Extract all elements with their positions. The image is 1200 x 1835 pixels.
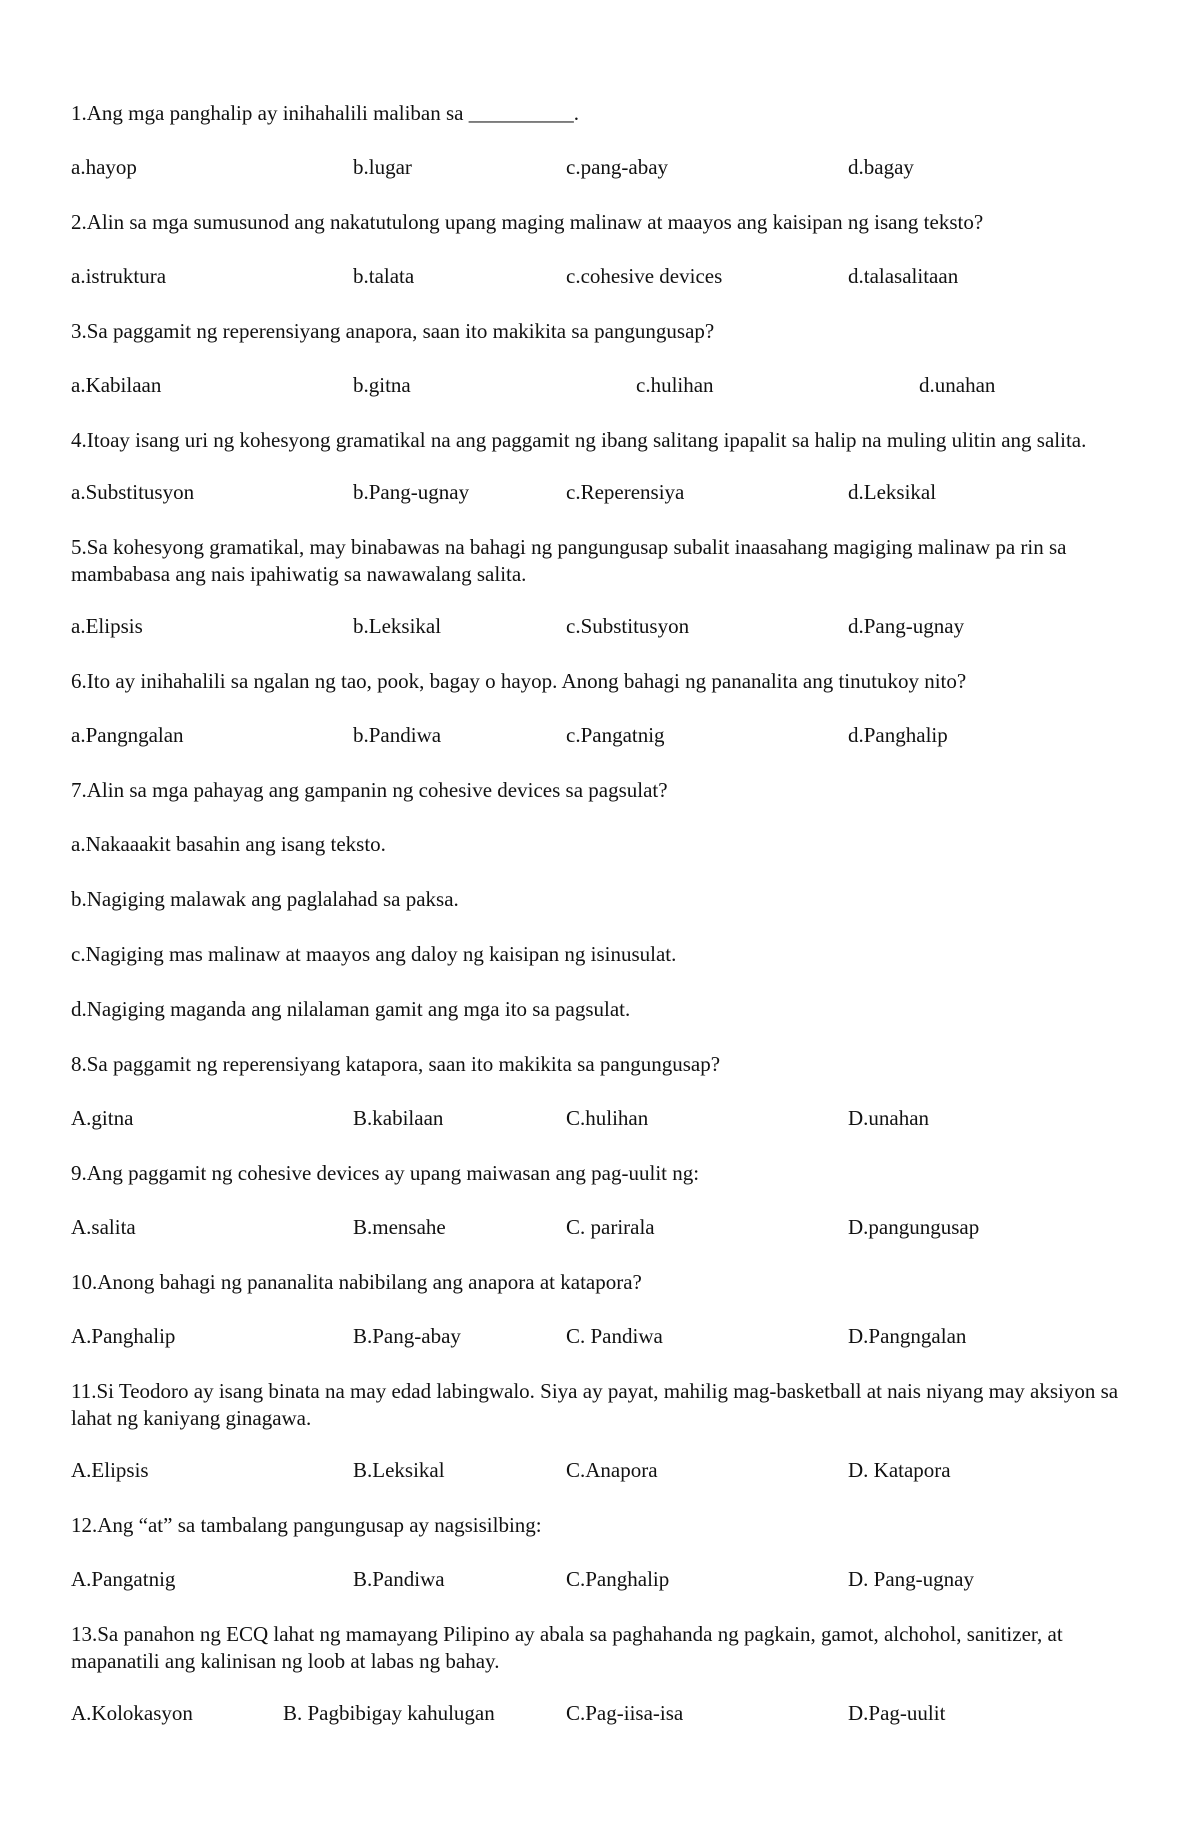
option-b: B.Pang-abay [353, 1324, 461, 1348]
question-6: 6.Ito ay inihahalili sa ngalan ng tao, pook, bagay o hayop. Anong bahagi ng pananalita ang tinutukoy nito? [71, 669, 967, 693]
option-a: A.gitna [71, 1106, 134, 1130]
question-1: 1.Ang mga panghalip ay inihahalili maliban sa __________. [71, 101, 579, 125]
options-3 [71, 372, 1146, 399]
option-c: c.Substitusyon [566, 614, 690, 638]
option-d: d.Pang-ugnay [848, 614, 965, 638]
option-a: a.istruktura [71, 264, 167, 288]
question-11: 11.Si Teodoro ay isang binata na may edad labingwalo. Siya ay payat, mahilig mag-basketball at nais niyang may aksiyon sa lahat ng kaniyang ginagawa. [71, 1379, 1119, 1430]
option-b: b.Pandiwa [353, 723, 442, 747]
option-c: C.Pag-iisa-isa [566, 1701, 684, 1725]
option-b: b.Pang-ugnay [353, 480, 470, 504]
option-d: d.Nagiging maganda ang nilalaman gamit ang mga ito sa pagsulat. [71, 997, 631, 1021]
option-b: b.gitna [353, 373, 411, 397]
option-d: D.unahan [848, 1106, 930, 1130]
option-b: b.talata [353, 264, 415, 288]
quiz-page [71, 100, 1146, 1755]
question-5: 5.Sa kohesyong gramatikal, may binabawas na bahagi ng pangungusap subalit inaasahang magiging malinaw pa rin sa mambabasa ang nais ipahiwatig sa nawawalang salita. [71, 535, 1067, 586]
option-b: b.Nagiging malawak ang paglalahad sa paksa. [71, 887, 459, 911]
options-2 [71, 263, 1146, 290]
question-13: 13.Sa panahon ng ECQ lahat ng mamayang Pilipino ay abala sa paghahanda ng pagkain, gamot, alchohol, sanitizer, at mapanatili ang kalinisan ng loob at labas ng bahay. [71, 1622, 1063, 1673]
option-b: B.Leksikal [353, 1458, 445, 1482]
option-a: A.Pangatnig [71, 1567, 176, 1591]
question-3: 3.Sa paggamit ng reperensiyang anapora, saan ito makikita sa pangungusap? [71, 319, 715, 343]
option-b: B.mensahe [353, 1215, 446, 1239]
option-a: a.hayop [71, 155, 137, 179]
option-c: C.hulihan [566, 1106, 649, 1130]
option-c: c.Pangatnig [566, 723, 665, 747]
option-a: A.salita [71, 1215, 136, 1239]
option-b: b.Leksikal [353, 614, 442, 638]
option-a: a.Elipsis [71, 614, 143, 638]
option-c: C. Pandiwa [566, 1324, 663, 1348]
option-c: C.Panghalip [566, 1567, 670, 1591]
options-11 [71, 1457, 1146, 1484]
option-b: B.kabilaan [353, 1106, 444, 1130]
option-d: d.bagay [848, 155, 914, 179]
option-a: a.Pangngalan [71, 723, 184, 747]
options-9 [71, 1214, 1146, 1241]
question-2: 2.Alin sa mga sumusunod ang nakatutulong upang maging malinaw at maayos ang kaisipan ng isang teksto? [71, 210, 984, 234]
option-c: c.Reperensiya [566, 480, 685, 504]
option-b: b.lugar [353, 155, 412, 179]
option-c: C.Anapora [566, 1458, 658, 1482]
option-d: D.Pag-uulit [848, 1701, 946, 1725]
question-7: 7.Alin sa mga pahayag ang gampanin ng cohesive devices sa pagsulat? [71, 778, 668, 802]
options-4 [71, 479, 1146, 506]
options-5 [71, 613, 1146, 640]
question-10: 10.Anong bahagi ng pananalita nabibilang ang anapora at katapora? [71, 1270, 642, 1294]
option-a: A.Kolokasyon [71, 1701, 193, 1725]
option-a: A.Elipsis [71, 1458, 149, 1482]
options-6 [71, 722, 1146, 749]
option-b: B. Pagbibigay kahulugan [283, 1701, 495, 1725]
option-a: a.Kabilaan [71, 373, 162, 397]
option-d: d.Leksikal [848, 480, 937, 504]
question-9: 9.Ang paggamit ng cohesive devices ay upang maiwasan ang pag-uulit ng: [71, 1161, 700, 1185]
question-4: 4.Itoay isang uri ng kohesyong gramatikal na ang paggamit ng ibang salitang ipapalit sa halip na muling ulitin ang salita. [71, 428, 1087, 452]
question-12: 12.Ang “at” sa tambalang pangungusap ay nagsisilbing: [71, 1513, 542, 1537]
option-d: D. Katapora [848, 1458, 951, 1482]
options-8 [71, 1105, 1146, 1132]
question-8: 8.Sa paggamit ng reperensiyang katapora, saan ito makikita sa pangungusap? [71, 1052, 721, 1076]
option-a: a.Substitusyon [71, 480, 195, 504]
option-d: d.Panghalip [848, 723, 948, 747]
option-c: c.hulihan [636, 373, 714, 397]
option-c: c.pang-abay [566, 155, 669, 179]
options-10 [71, 1323, 1146, 1350]
option-d: D.pangungusap [848, 1215, 980, 1239]
option-d: d.unahan [919, 373, 996, 397]
options-12 [71, 1566, 1146, 1593]
option-d: d.talasalitaan [848, 264, 959, 288]
option-a: A.Panghalip [71, 1324, 176, 1348]
option-c: c.Nagiging mas malinaw at maayos ang daloy ng kaisipan ng isinusulat. [71, 942, 677, 966]
option-b: B.Pandiwa [353, 1567, 445, 1591]
option-c: C. parirala [566, 1215, 655, 1239]
option-d: D.Pangngalan [848, 1324, 967, 1348]
option-a: a.Nakaaakit basahin ang isang teksto. [71, 832, 386, 856]
options-1 [71, 154, 1146, 181]
options-13 [71, 1700, 1146, 1727]
option-c: c.cohesive devices [566, 264, 723, 288]
option-d: D. Pang-ugnay [848, 1567, 974, 1591]
